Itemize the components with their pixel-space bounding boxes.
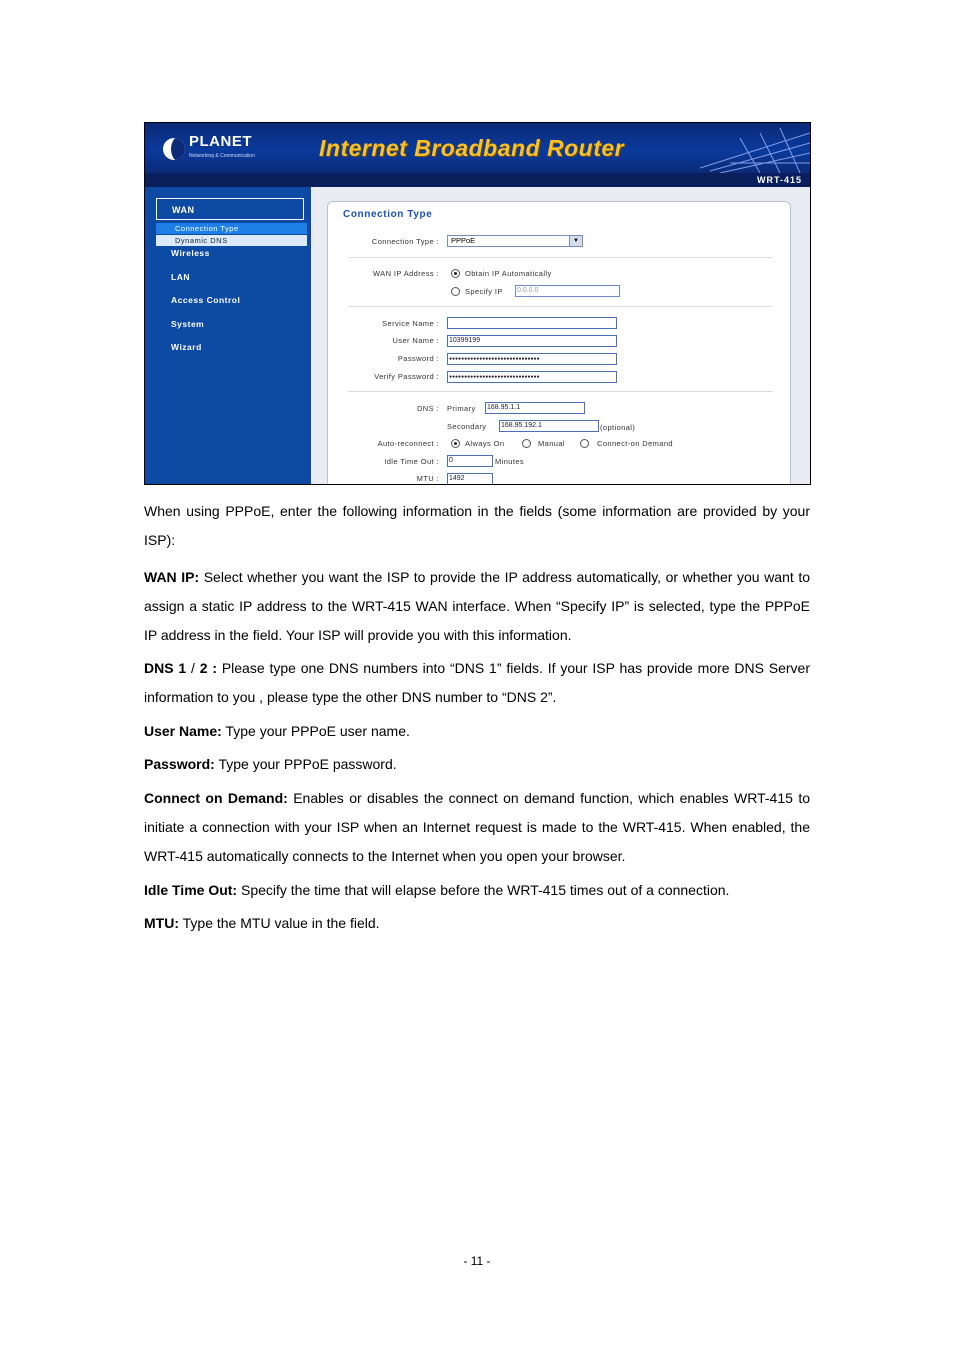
connection-type-select[interactable] xyxy=(447,235,583,247)
manual-radio[interactable] xyxy=(522,439,531,448)
dns-optional-note: (optional) xyxy=(600,423,636,432)
user-name-text: Type your PPPoE user name. xyxy=(221,723,410,739)
user-name-label: User Name : xyxy=(392,336,439,345)
mtu-input[interactable]: 1492 xyxy=(447,473,493,485)
dns-term-b: 2 : xyxy=(199,660,217,676)
connect-on-demand-paragraph xyxy=(144,784,810,871)
connect-on-demand-label: Connect-on Demand xyxy=(597,439,674,448)
connection-type-value: PPPoE xyxy=(451,236,476,245)
wan-ip-label: WAN IP Address : xyxy=(372,269,439,278)
idle-time-input[interactable]: 0 xyxy=(447,455,493,467)
service-name-label: Service Name : xyxy=(382,319,439,328)
divider xyxy=(348,306,773,307)
sidebar-item-wireless[interactable]: Wireless xyxy=(171,248,210,258)
brand-name: PLANET xyxy=(189,133,252,150)
wan-ip-term: WAN IP: xyxy=(144,569,200,585)
connect-on-demand-radio[interactable] xyxy=(580,439,589,448)
connect-on-demand-term: Connect on Demand: xyxy=(144,790,288,806)
user-name-input[interactable]: 10399199 xyxy=(447,335,617,347)
planet-logo xyxy=(163,133,255,161)
page-number: - 11 - xyxy=(463,1254,491,1268)
wan-ip-auto-label: Obtain IP Automatically xyxy=(465,269,552,278)
dns-paragraph xyxy=(144,654,810,712)
specify-ip-input[interactable]: 0.0.0.0 xyxy=(515,285,620,297)
wan-ip-specify-radio[interactable] xyxy=(451,287,460,296)
auto-reconnect-label: Auto-reconnect : xyxy=(377,439,439,448)
chevron-down-icon: ▼ xyxy=(569,236,582,246)
password-input[interactable]: ●●●●●●●●●●●●●●●●●●●●●●●●●●●●●● xyxy=(447,353,617,365)
manual-label: Manual xyxy=(538,439,565,448)
mtu-text: Type the MTU value in the field. xyxy=(179,915,380,931)
idle-time-out-paragraph xyxy=(144,876,810,905)
sidebar-item-system[interactable]: System xyxy=(171,319,205,329)
sidebar-subitem-connection-type[interactable]: Connection Type xyxy=(156,223,307,234)
planet-logo-icon xyxy=(163,138,185,160)
sidebar xyxy=(145,187,311,484)
password-paragraph xyxy=(144,750,810,779)
sidebar-item-wan[interactable]: WAN xyxy=(156,198,304,220)
mtu-label: MTU : xyxy=(416,474,439,483)
idle-time-label: Idle Time Out : xyxy=(384,457,439,466)
model-bar xyxy=(145,173,810,187)
user-name-term: User Name: xyxy=(144,723,222,739)
dns-slash: / xyxy=(186,660,200,676)
idle-time-out-text: Specify the time that will elapse before the WRT-415 times out of a connection. xyxy=(237,882,730,898)
banner-title: Internet Broadband Router xyxy=(319,135,625,161)
dns-text: Please type one DNS numbers into “DNS 1” fields. If your ISP has provide more DNS Server information to you , please type the other DNS number to “DNS 2”. xyxy=(144,660,810,705)
mtu-paragraph xyxy=(144,909,810,938)
panel-title: Connection Type xyxy=(343,209,433,220)
header-banner xyxy=(145,123,810,173)
always-on-radio[interactable] xyxy=(451,439,460,448)
dns-secondary-label: Secondary xyxy=(447,422,487,431)
router-screenshot xyxy=(144,122,811,485)
divider xyxy=(348,391,773,392)
settings-panel xyxy=(327,201,791,485)
sidebar-item-access-control[interactable]: Access Control xyxy=(171,295,241,305)
brand-subtitle: Networking & Communication xyxy=(189,153,255,159)
content-area xyxy=(311,187,810,484)
wan-ip-paragraph xyxy=(144,563,810,650)
user-name-paragraph xyxy=(144,717,810,746)
intro-paragraph: When using PPPoE, enter the following information in the fields (some information are provided by your ISP): xyxy=(144,503,810,548)
sidebar-item-wizard[interactable]: Wizard xyxy=(171,342,202,352)
idle-time-unit: Minutes xyxy=(495,457,525,466)
always-on-label: Always On xyxy=(465,439,505,448)
network-lines-icon xyxy=(700,123,810,173)
sidebar-item-lan[interactable]: LAN xyxy=(171,272,190,282)
dns-label: DNS : xyxy=(416,404,439,413)
dns-primary-input[interactable]: 168.95.1.1 xyxy=(485,402,585,414)
password-label: Password : xyxy=(397,354,439,363)
divider xyxy=(348,257,773,258)
verify-password-label: Verify Password : xyxy=(374,372,439,381)
wan-ip-specify-label: Specify IP xyxy=(465,287,503,296)
sidebar-subitem-dynamic-dns[interactable]: Dynamic DNS xyxy=(156,235,307,246)
mtu-term: MTU: xyxy=(144,915,179,931)
dns-primary-label: Primary xyxy=(447,404,476,413)
dns-secondary-input[interactable]: 168.95.192.1 xyxy=(499,420,599,432)
wan-ip-text: Select whether you want the ISP to provide the IP address automatically, or whether you want to assign a static IP address to the WRT-415 WAN interface. When “Specify IP” is selected, type the PPPoE IP address in the field. Your ISP will provide you with this information. xyxy=(144,569,810,643)
model-name: WRT-415 xyxy=(756,175,802,185)
wan-ip-auto-radio[interactable] xyxy=(451,269,460,278)
dns-term-a: DNS 1 xyxy=(144,660,187,676)
idle-time-out-term: Idle Time Out: xyxy=(144,882,238,898)
password-term: Password: xyxy=(144,756,215,772)
password-text: Type your PPPoE password. xyxy=(214,756,397,772)
connection-type-label: Connection Type : xyxy=(371,237,439,246)
verify-password-input[interactable]: ●●●●●●●●●●●●●●●●●●●●●●●●●●●●●● xyxy=(447,371,617,383)
connect-on-demand-text: Enables or disables the connect on demand function, which enables WRT-415 to initiate a connection with your ISP when an Internet request is made to the WRT-415. When enabled, the WRT-415 automatically connects to the Internet when you open your browser. xyxy=(144,790,810,864)
service-name-input[interactable] xyxy=(447,317,617,329)
